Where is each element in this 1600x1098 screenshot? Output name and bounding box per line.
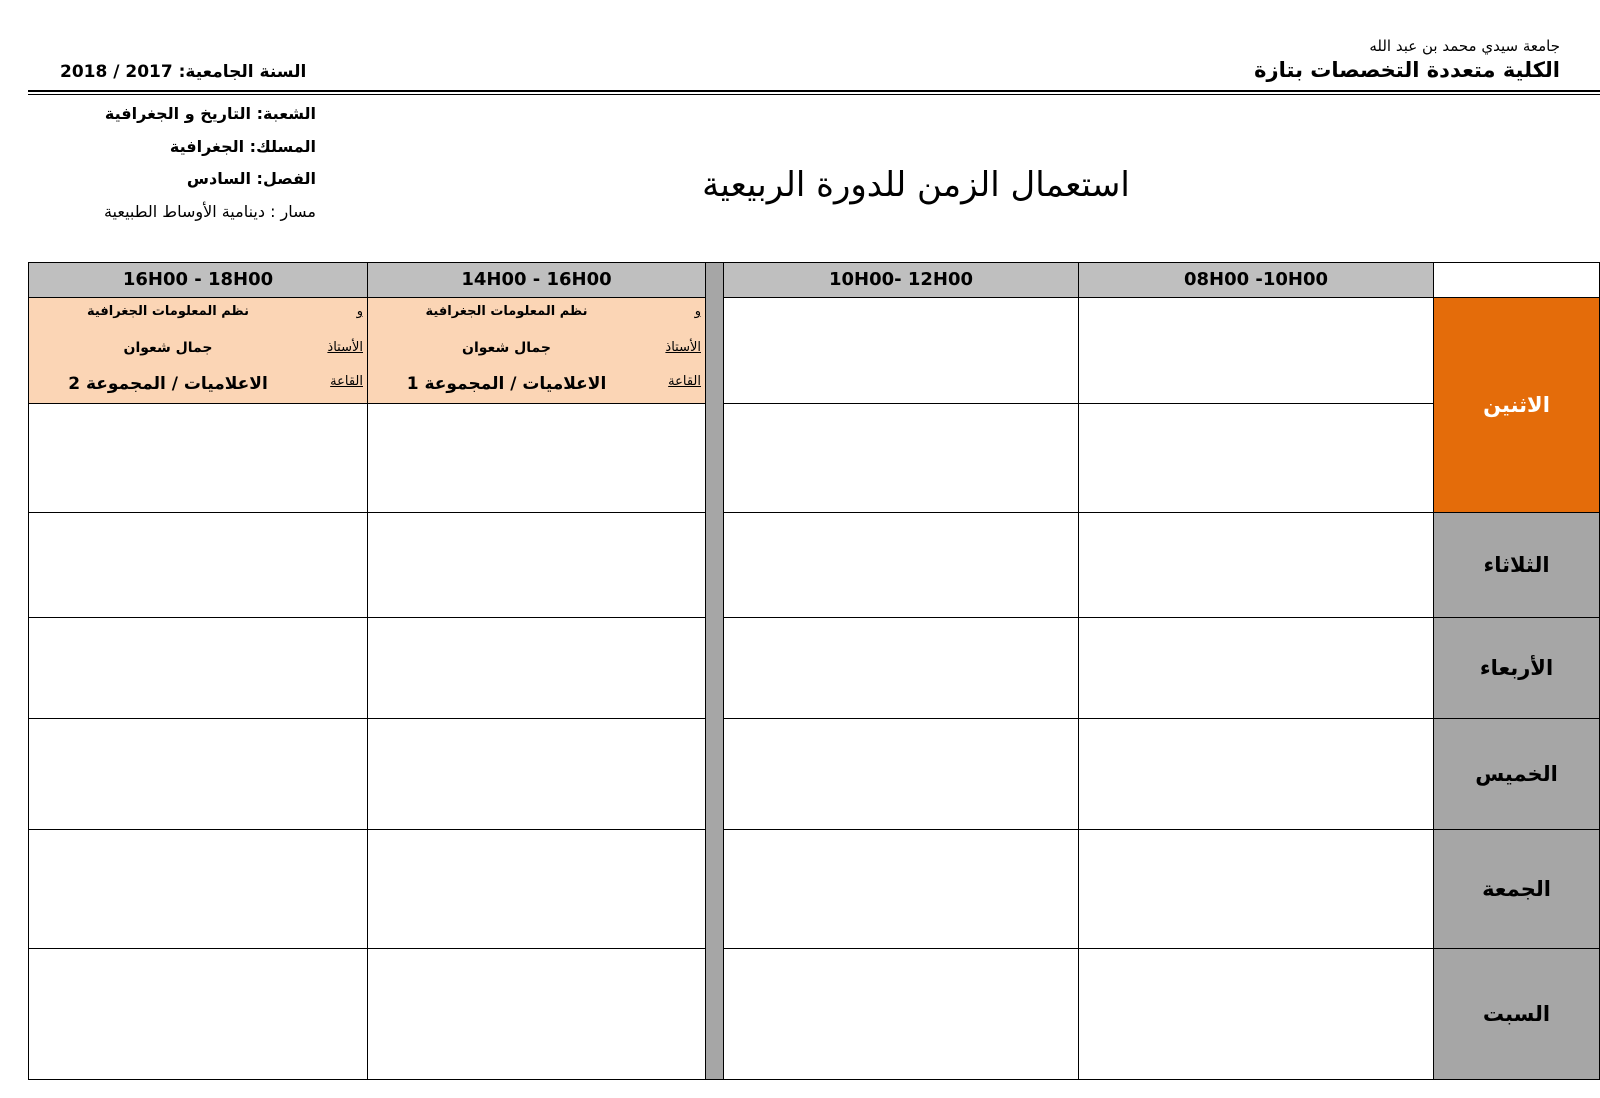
- empty-slot: [28, 718, 368, 830]
- empty-slot: [1078, 948, 1434, 1080]
- slot-header-14-16: 14H00 - 16H00: [367, 262, 706, 298]
- empty-slot: [367, 512, 706, 618]
- and-label: و: [694, 304, 701, 319]
- slot-header-10-12: 10H00- 12H00: [723, 262, 1079, 298]
- room-name: الاعلاميات / المجموعة 1: [406, 374, 607, 394]
- semester-label: الفصل: السادس: [186, 169, 316, 188]
- program-info: [36, 98, 316, 228]
- empty-slot: [1078, 403, 1434, 513]
- empty-slot: [28, 403, 368, 513]
- course-name: نظم المعلومات الجغرافية: [87, 304, 249, 319]
- empty-slot: [1078, 617, 1434, 719]
- header-divider-thin: [28, 94, 1600, 95]
- institution-header: [1254, 36, 1560, 84]
- header-divider: [28, 90, 1600, 92]
- empty-slot: [723, 617, 1079, 719]
- professor-label: الأستاذ: [665, 340, 701, 355]
- empty-slot: [723, 829, 1079, 949]
- room-label: القاعة: [668, 374, 701, 389]
- empty-slot: [28, 512, 368, 618]
- session-monday-16-18: [28, 297, 368, 404]
- timetable-grid: [28, 262, 1600, 1080]
- course-name: نظم المعلومات الجغرافية: [425, 304, 588, 319]
- empty-slot: [1078, 297, 1434, 404]
- professor-label: الأستاذ: [327, 340, 363, 355]
- day-tuesday: الثلاثاء: [1433, 512, 1600, 618]
- day-saturday: السبت: [1433, 948, 1600, 1080]
- professor-name: جمال شعوان: [462, 340, 551, 356]
- day-monday: الاثنين: [1433, 297, 1600, 513]
- lunch-break-separator: [705, 262, 724, 1080]
- empty-slot: [723, 512, 1079, 618]
- day-thursday: الخميس: [1433, 718, 1600, 830]
- and-label: و: [356, 304, 363, 319]
- day-friday: الجمعة: [1433, 829, 1600, 949]
- empty-slot: [367, 948, 706, 1080]
- slot-header-08-10: 08H00 -10H00: [1078, 262, 1434, 298]
- empty-slot: [28, 829, 368, 949]
- session-monday-14-16: [367, 297, 706, 404]
- professor-name: جمال شعوان: [123, 340, 213, 356]
- slot-header-16-18: 16H00 - 18H00: [28, 262, 368, 298]
- empty-slot: [723, 718, 1079, 830]
- department-label: الشعبة: التاريخ و الجغرافية: [104, 104, 316, 123]
- empty-slot: [723, 948, 1079, 1080]
- empty-slot: [723, 297, 1079, 404]
- page-title: استعمال الزمن للدورة الربيعية: [702, 165, 1130, 205]
- corner-cell: [1433, 262, 1600, 298]
- empty-slot: [367, 403, 706, 513]
- empty-slot: [723, 403, 1079, 513]
- empty-slot: [1078, 718, 1434, 830]
- empty-slot: [367, 718, 706, 830]
- empty-slot: [28, 617, 368, 719]
- university-name: جامعة سيدي محمد بن عبد الله: [1369, 37, 1560, 55]
- empty-slot: [28, 948, 368, 1080]
- day-wednesday: الأربعاء: [1433, 617, 1600, 719]
- faculty-name: الكلية متعددة التخصصات بتازة: [1254, 58, 1560, 82]
- path-label: مسار : دينامية الأوساط الطبيعية: [103, 201, 316, 221]
- empty-slot: [367, 829, 706, 949]
- academic-year: السنة الجامعية: 2017 / 2018: [60, 62, 307, 82]
- room-label: القاعة: [330, 374, 363, 389]
- track-label: المسلك: الجغرافية: [169, 136, 316, 156]
- room-name: الاعلاميات / المجموعة 2: [68, 374, 268, 394]
- empty-slot: [367, 617, 706, 719]
- empty-slot: [1078, 512, 1434, 618]
- empty-slot: [1078, 829, 1434, 949]
